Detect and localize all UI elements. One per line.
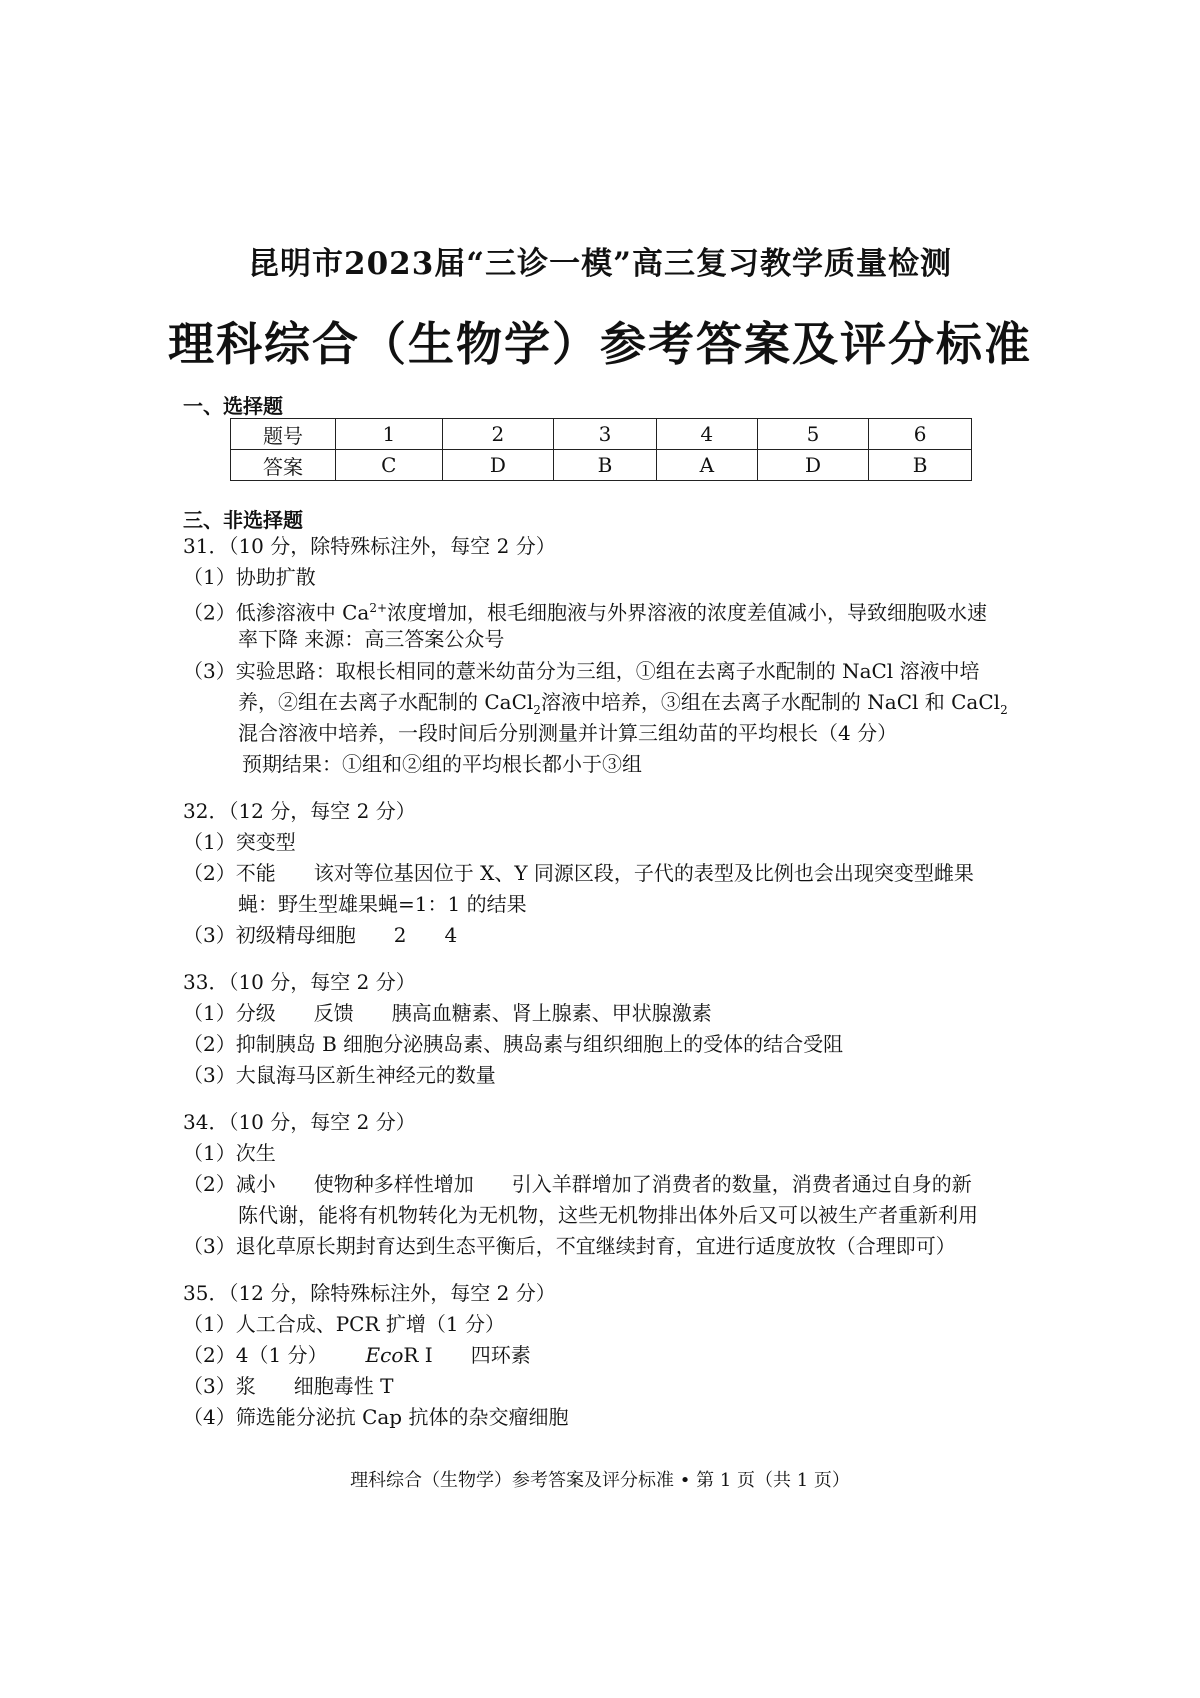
page-subtitle: 理科综合（生物学）参考答案及评分标准	[168, 317, 1032, 371]
text: 该对等位基因位于 X、Y 同源区段，子代的表型及比例也会出现突变型雌果	[313, 861, 974, 885]
page-footer: 理科综合（生物学）参考答案及评分标准 • 第 1 页（共 1 页）	[350, 1470, 850, 1491]
answer-cell: C	[336, 450, 443, 481]
table-row	[231, 450, 972, 481]
section-choice-heading: 一、选择题	[183, 394, 283, 418]
q31-answer-3-line4: 预期结果：①组和②组的平均根长都小于③组	[242, 752, 642, 776]
text: （1）分级	[183, 1001, 276, 1025]
q31-answer-2-cont: 率下降 来源：高三答案公众号	[238, 627, 505, 651]
row-label: 答案	[231, 450, 336, 481]
text: 细胞毒性 T	[293, 1374, 394, 1398]
q32-answer-2	[183, 857, 974, 889]
q34-answer-2-cont: 陈代谢，能将有机物转化为无机物，这些无机物排出体外后又可以被生产者重新利用	[238, 1203, 978, 1227]
subscript: 2	[1000, 703, 1008, 717]
answer-table	[230, 418, 972, 481]
text: 浓度增加，根毛细胞液与外界溶液的浓度差值减小，导致细胞吸水速	[387, 600, 988, 625]
text: 四环素	[470, 1343, 531, 1367]
q35-answer-1: （1）人工合成、PCR 扩增（1 分）	[183, 1312, 505, 1336]
answer-cell: D	[442, 450, 553, 481]
text: 溶液中培养，③组在去离子水配制的 NaCl 和 CaCl	[540, 690, 1001, 714]
italic-text: Eco	[365, 1343, 404, 1367]
q31-answer-1: （1）协助扩散	[183, 565, 316, 589]
text: 4	[444, 923, 458, 947]
question-number: 1	[336, 419, 443, 450]
question-number: 5	[757, 419, 868, 450]
question-number: 6	[869, 419, 972, 450]
q32-head: 32．（12 分，每空 2 分）	[183, 799, 416, 823]
table-row	[231, 419, 972, 450]
q35-answer-2	[183, 1339, 531, 1371]
text: （2）减小	[183, 1172, 276, 1196]
q33-answer-3: （3）大鼠海马区新生神经元的数量	[183, 1063, 496, 1087]
q35-answer-4: （4）筛选能分泌抗 Cap 抗体的杂交瘤细胞	[183, 1405, 569, 1429]
text: R Ⅰ	[403, 1343, 433, 1367]
q31-answer-3-line3: 混合溶液中培养，一段时间后分别测量并计算三组幼苗的平均根长（4 分）	[238, 721, 898, 745]
q35-answer-3	[183, 1370, 393, 1402]
question-number: 2	[442, 419, 553, 450]
q34-answer-1: （1）次生	[183, 1141, 276, 1165]
text: （2）不能	[183, 861, 276, 885]
question-number: 4	[656, 419, 757, 450]
superscript: 2+	[369, 601, 388, 615]
text: 使物种多样性增加	[313, 1172, 474, 1196]
answer-cell: A	[656, 450, 757, 481]
question-number: 3	[554, 419, 657, 450]
text: 引入羊群增加了消费者的数量，消费者通过自身的新	[511, 1172, 972, 1196]
row-label: 题号	[231, 419, 336, 450]
q35-head: 35．（12 分，除特殊标注外，每空 2 分）	[183, 1281, 556, 1305]
text: 2	[393, 923, 407, 947]
text: 反馈	[313, 1001, 354, 1025]
answer-cell: B	[869, 450, 972, 481]
q33-head: 33．（10 分，每空 2 分）	[183, 970, 416, 994]
q34-answer-3: （3）退化草原长期封育达到生态平衡后，不宜继续封育，宜进行适度放牧（合理即可）	[183, 1234, 956, 1258]
q32-answer-3	[183, 919, 457, 951]
text: （3）初级精母细胞	[183, 923, 356, 947]
answer-cell: D	[757, 450, 868, 481]
q34-answer-2	[183, 1168, 972, 1200]
q32-answer-1: （1）突变型	[183, 830, 296, 854]
q32-answer-2-cont: 蝇：野生型雄果蝇=1：1 的结果	[238, 892, 527, 916]
q33-answer-2: （2）抑制胰岛 B 细胞分泌胰岛素、胰岛素与组织细胞上的受体的结合受阻	[183, 1032, 844, 1056]
text: （3）浆	[183, 1374, 256, 1398]
subscript: 2	[533, 703, 541, 717]
answer-cell: B	[554, 450, 657, 481]
text: 养，②组在去离子水配制的 CaCl	[238, 690, 534, 714]
text: （2）低渗溶液中 Ca	[183, 600, 370, 625]
section-nonchoice-heading: 三、非选择题	[183, 508, 303, 532]
text: （2）4（1 分）	[183, 1343, 328, 1367]
page-title: 昆明市2023届“三诊一模”高三复习教学质量检测	[248, 246, 952, 282]
text: 胰高血糖素、肾上腺素、甲状腺激素	[391, 1001, 712, 1025]
q31-answer-3-line1: （3）实验思路：取根长相同的薏米幼苗分为三组，①组在去离子水配制的 NaCl 溶液中培	[183, 659, 980, 683]
q33-answer-1	[183, 997, 712, 1029]
q31-head: 31．（10 分，除特殊标注外，每空 2 分）	[183, 534, 556, 558]
q34-head: 34．（10 分，每空 2 分）	[183, 1110, 416, 1134]
